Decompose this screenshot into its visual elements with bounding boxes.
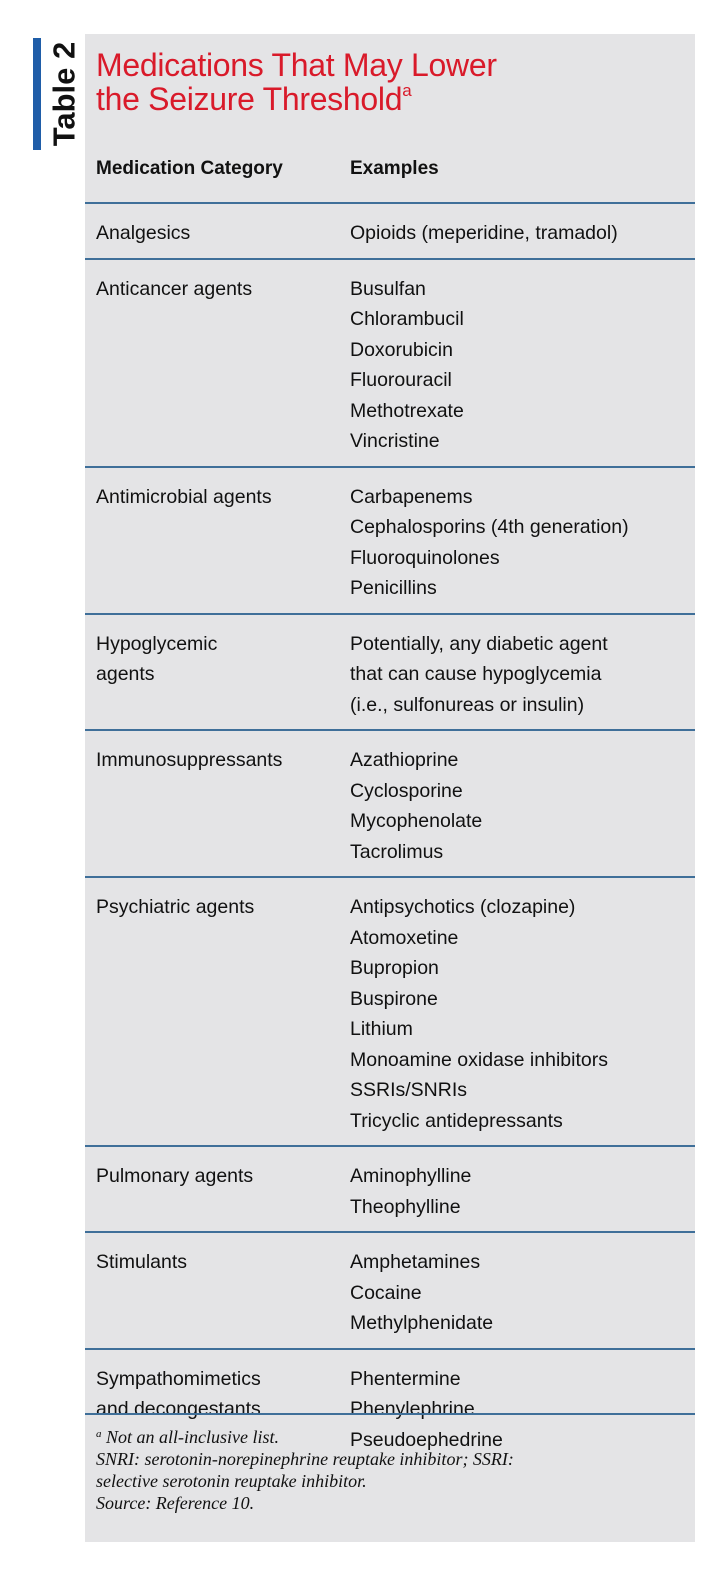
example-item: Tricyclic antidepressants xyxy=(350,1109,563,1132)
table-body xyxy=(85,202,695,1464)
row-examples xyxy=(350,1161,690,1222)
row-examples xyxy=(350,745,690,867)
example-item: Phentermine xyxy=(350,1367,461,1390)
example-item: Methotrexate xyxy=(350,399,464,422)
example-item: Amphetamines xyxy=(350,1251,481,1273)
example-item: Bupropion xyxy=(350,957,439,979)
example-item: Pseudoephedrine xyxy=(350,1428,503,1451)
example-item: Lithium xyxy=(350,1018,413,1040)
row-examples xyxy=(350,1247,690,1339)
example-item: Cocaine xyxy=(350,1281,422,1304)
table-label-text: Table 2 xyxy=(46,41,81,147)
example-item: Potentially, any diabetic agent xyxy=(350,632,608,655)
title-line-2: the Seizure Threshold$^a$ xyxy=(96,81,412,117)
table-label xyxy=(47,36,81,152)
table-bottom-rule xyxy=(85,1413,695,1415)
example-item: Monoamine oxidase inhibitors xyxy=(350,1048,608,1071)
table-footnotes xyxy=(96,1426,686,1514)
example-item: Vincristine xyxy=(350,430,440,452)
example-item: SSRIs/SNRIs xyxy=(350,1079,468,1101)
example-item: Busulfan xyxy=(350,277,426,300)
table-title xyxy=(96,48,686,116)
row-examples xyxy=(350,274,690,457)
row-category: Hypoglycemic agents xyxy=(96,632,218,685)
table-row xyxy=(85,613,695,730)
title-footnote-marker: a xyxy=(402,81,412,100)
example-item: Fluoroquinolones xyxy=(350,546,500,569)
example-item: that can cause hypoglycemia xyxy=(350,663,602,685)
example-item: Tacrolimus xyxy=(350,840,444,863)
table-row xyxy=(85,1145,695,1231)
example-item: Phenylephrine xyxy=(350,1398,475,1420)
header-examples: Examples xyxy=(350,158,439,179)
example-item: Cephalosporins (4th generation) xyxy=(350,516,629,538)
table-row xyxy=(85,466,695,613)
row-category: Analgesics xyxy=(96,222,191,244)
example-item: Atomoxetine xyxy=(350,926,459,949)
table-row xyxy=(85,876,695,1145)
example-item: Carbapenems xyxy=(350,485,473,508)
row-examples xyxy=(350,892,690,1136)
row-category: Sympathomimetics and decongestants xyxy=(96,1367,261,1420)
row-category: Psychiatric agents xyxy=(96,896,255,918)
example-item: Antipsychotics (clozapine) xyxy=(350,896,576,918)
example-item: Buspirone xyxy=(350,987,438,1010)
footnote-source: Source: Reference 10. xyxy=(96,1493,255,1513)
row-category: Anticancer agents xyxy=(96,277,253,300)
footnote-abbrev-2: selective serotonin reuptake inhibitor. xyxy=(96,1471,367,1491)
title-line-1: Medications That May Lower xyxy=(96,47,497,83)
example-item: Aminophylline xyxy=(350,1165,472,1187)
row-category: Pulmonary agents xyxy=(96,1165,254,1187)
example-item: (i.e., sulfonureas or insulin) xyxy=(350,693,585,716)
table-row xyxy=(85,1231,695,1348)
table-label-bar xyxy=(33,38,41,150)
example-item: Azathioprine xyxy=(350,749,459,771)
footnote-abbrev-1: SNRI: serotonin-norepinephrine reuptake inhibitor; SSRI: xyxy=(96,1449,514,1469)
row-category: Immunosuppressants xyxy=(96,749,283,771)
example-item: Theophylline xyxy=(350,1195,461,1218)
example-item: Chlorambucil xyxy=(350,308,464,330)
row-category: Stimulants xyxy=(96,1251,188,1273)
example-item: Mycophenolate xyxy=(350,810,483,832)
row-category: Antimicrobial agents xyxy=(96,485,272,508)
table-row xyxy=(85,729,695,876)
example-item: Fluorouracil xyxy=(350,369,452,391)
header-category: Medication Category xyxy=(96,158,283,179)
row-examples xyxy=(350,482,690,604)
example-item: Penicillins xyxy=(350,577,437,599)
table-row xyxy=(85,258,695,466)
example-item: Opioids (meperidine, tramadol) xyxy=(350,222,618,244)
example-item: Cyclosporine xyxy=(350,779,463,802)
table-row xyxy=(85,202,695,258)
example-item: Doxorubicin xyxy=(350,338,453,361)
row-examples xyxy=(350,629,690,721)
example-item: Methylphenidate xyxy=(350,1312,494,1334)
footnote-a: $^a$ Not an all-inclusive list. xyxy=(96,1427,279,1447)
row-examples xyxy=(350,218,690,249)
